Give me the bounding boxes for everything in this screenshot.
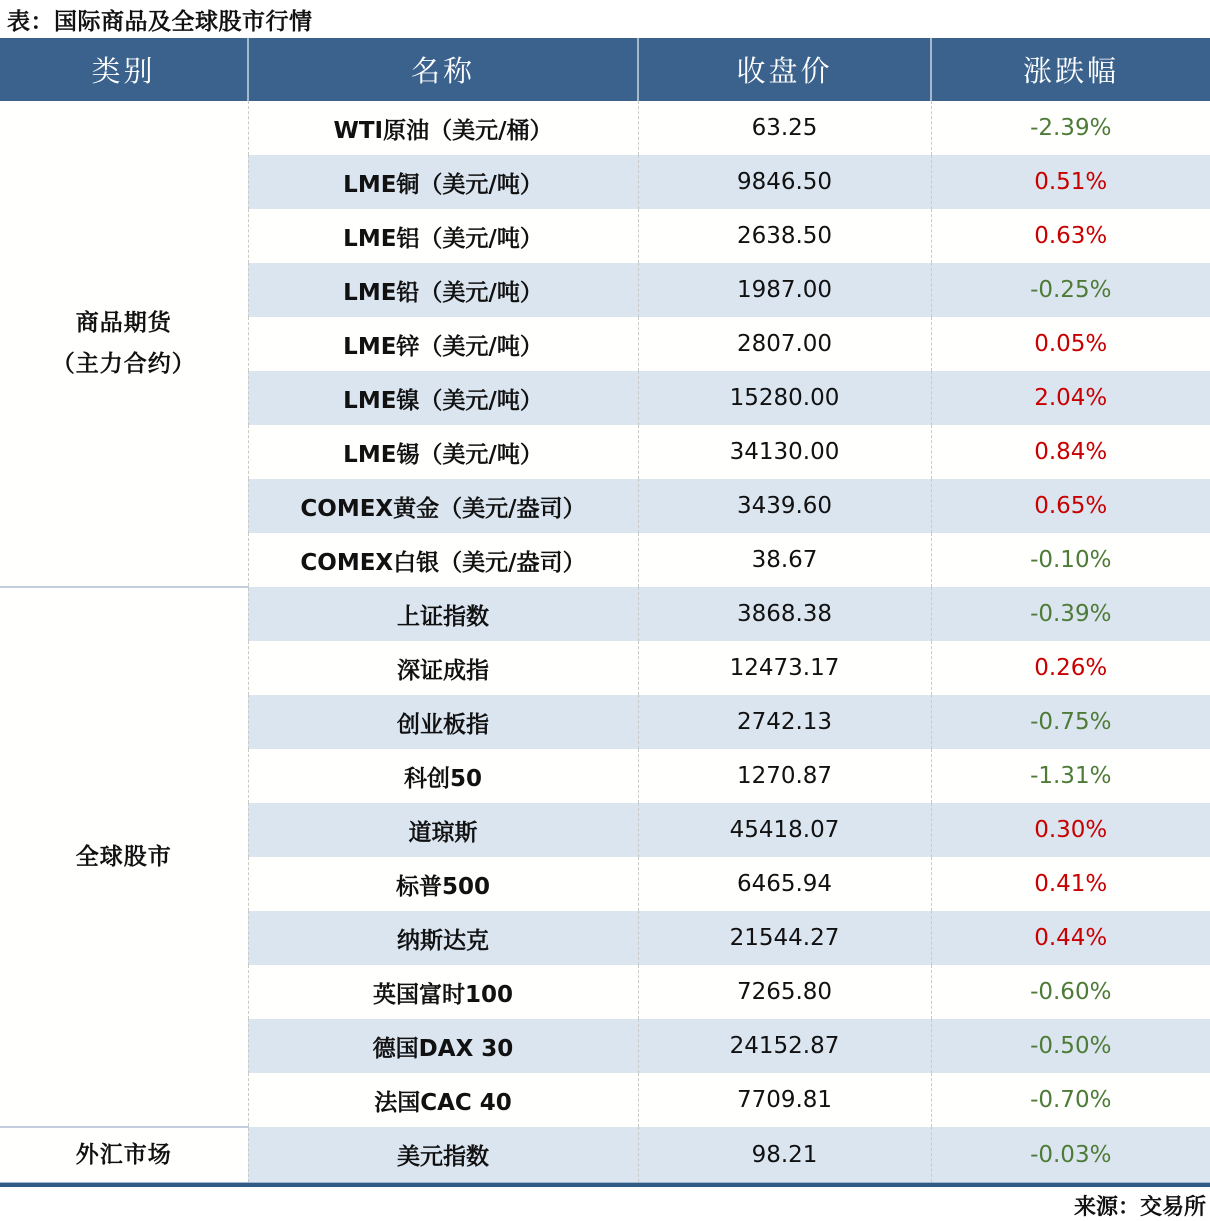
market-table [0, 38, 1210, 1182]
instrument-name: LME镍（美元/吨） [248, 371, 638, 425]
close-price: 12473.17 [638, 641, 931, 695]
instrument-name: 创业板指 [248, 695, 638, 749]
change-percent: -0.60% [931, 965, 1210, 1019]
category-cell: 全球股市 [0, 587, 248, 1127]
change-percent: 0.30% [931, 803, 1210, 857]
instrument-name: LME铝（美元/吨） [248, 209, 638, 263]
instrument-name: LME锡（美元/吨） [248, 425, 638, 479]
header-change: 涨跌幅 [931, 38, 1210, 101]
instrument-name: 标普500 [248, 857, 638, 911]
close-price: 2807.00 [638, 317, 931, 371]
change-percent: 0.84% [931, 425, 1210, 479]
change-percent: -0.10% [931, 533, 1210, 587]
table-header [0, 38, 1210, 101]
table-row [0, 101, 1210, 155]
close-price: 34130.00 [638, 425, 931, 479]
change-percent: -1.31% [931, 749, 1210, 803]
change-percent: 0.05% [931, 317, 1210, 371]
change-percent: 0.26% [931, 641, 1210, 695]
instrument-name: LME铅（美元/吨） [248, 263, 638, 317]
table-row [0, 587, 1210, 641]
instrument-name: 上证指数 [248, 587, 638, 641]
header-row [0, 38, 1210, 101]
close-price: 1270.87 [638, 749, 931, 803]
table-row [0, 1127, 1210, 1182]
header-name: 名称 [248, 38, 638, 101]
change-percent: 0.65% [931, 479, 1210, 533]
instrument-name: LME锌（美元/吨） [248, 317, 638, 371]
change-percent: -0.39% [931, 587, 1210, 641]
instrument-name: 科创50 [248, 749, 638, 803]
table-body [0, 101, 1210, 1182]
change-percent: -0.03% [931, 1127, 1210, 1182]
instrument-name: WTI原油（美元/桶） [248, 101, 638, 155]
change-percent: -2.39% [931, 101, 1210, 155]
change-percent: 0.44% [931, 911, 1210, 965]
instrument-name: 深证成指 [248, 641, 638, 695]
category-cell: 外汇市场 [0, 1127, 248, 1182]
table-title: 表：国际商品及全球股市行情 [7, 8, 313, 35]
source-label: 来源：交易所 [1073, 1195, 1206, 1220]
close-price: 98.21 [638, 1127, 931, 1182]
close-price: 1987.00 [638, 263, 931, 317]
close-price: 6465.94 [638, 857, 931, 911]
change-percent: 2.04% [931, 371, 1210, 425]
instrument-name: COMEX黄金（美元/盎司） [248, 479, 638, 533]
change-percent: 0.51% [931, 155, 1210, 209]
instrument-name: 道琼斯 [248, 803, 638, 857]
instrument-name: 英国富时100 [248, 965, 638, 1019]
change-percent: -0.75% [931, 695, 1210, 749]
close-price: 2638.50 [638, 209, 931, 263]
change-percent: -0.70% [931, 1073, 1210, 1127]
close-price: 9846.50 [638, 155, 931, 209]
source-bar [0, 1187, 1210, 1221]
close-price: 15280.00 [638, 371, 931, 425]
change-percent: -0.25% [931, 263, 1210, 317]
header-close-price: 收盘价 [638, 38, 931, 101]
change-percent: 0.41% [931, 857, 1210, 911]
header-category: 类别 [0, 38, 248, 101]
change-percent: 0.63% [931, 209, 1210, 263]
close-price: 24152.87 [638, 1019, 931, 1073]
instrument-name: 法国CAC 40 [248, 1073, 638, 1127]
close-price: 63.25 [638, 101, 931, 155]
instrument-name: LME铜（美元/吨） [248, 155, 638, 209]
instrument-name: 纳斯达克 [248, 911, 638, 965]
close-price: 3439.60 [638, 479, 931, 533]
change-percent: -0.50% [931, 1019, 1210, 1073]
instrument-name: 德国DAX 30 [248, 1019, 638, 1073]
close-price: 45418.07 [638, 803, 931, 857]
close-price: 3868.38 [638, 587, 931, 641]
close-price: 7709.81 [638, 1073, 931, 1127]
instrument-name: 美元指数 [248, 1127, 638, 1182]
category-cell: 商品期货 （主力合约） [0, 101, 248, 587]
close-price: 2742.13 [638, 695, 931, 749]
close-price: 38.67 [638, 533, 931, 587]
close-price: 7265.80 [638, 965, 931, 1019]
close-price: 21544.27 [638, 911, 931, 965]
table-title-bar [0, 0, 1210, 38]
instrument-name: COMEX白银（美元/盎司） [248, 533, 638, 587]
